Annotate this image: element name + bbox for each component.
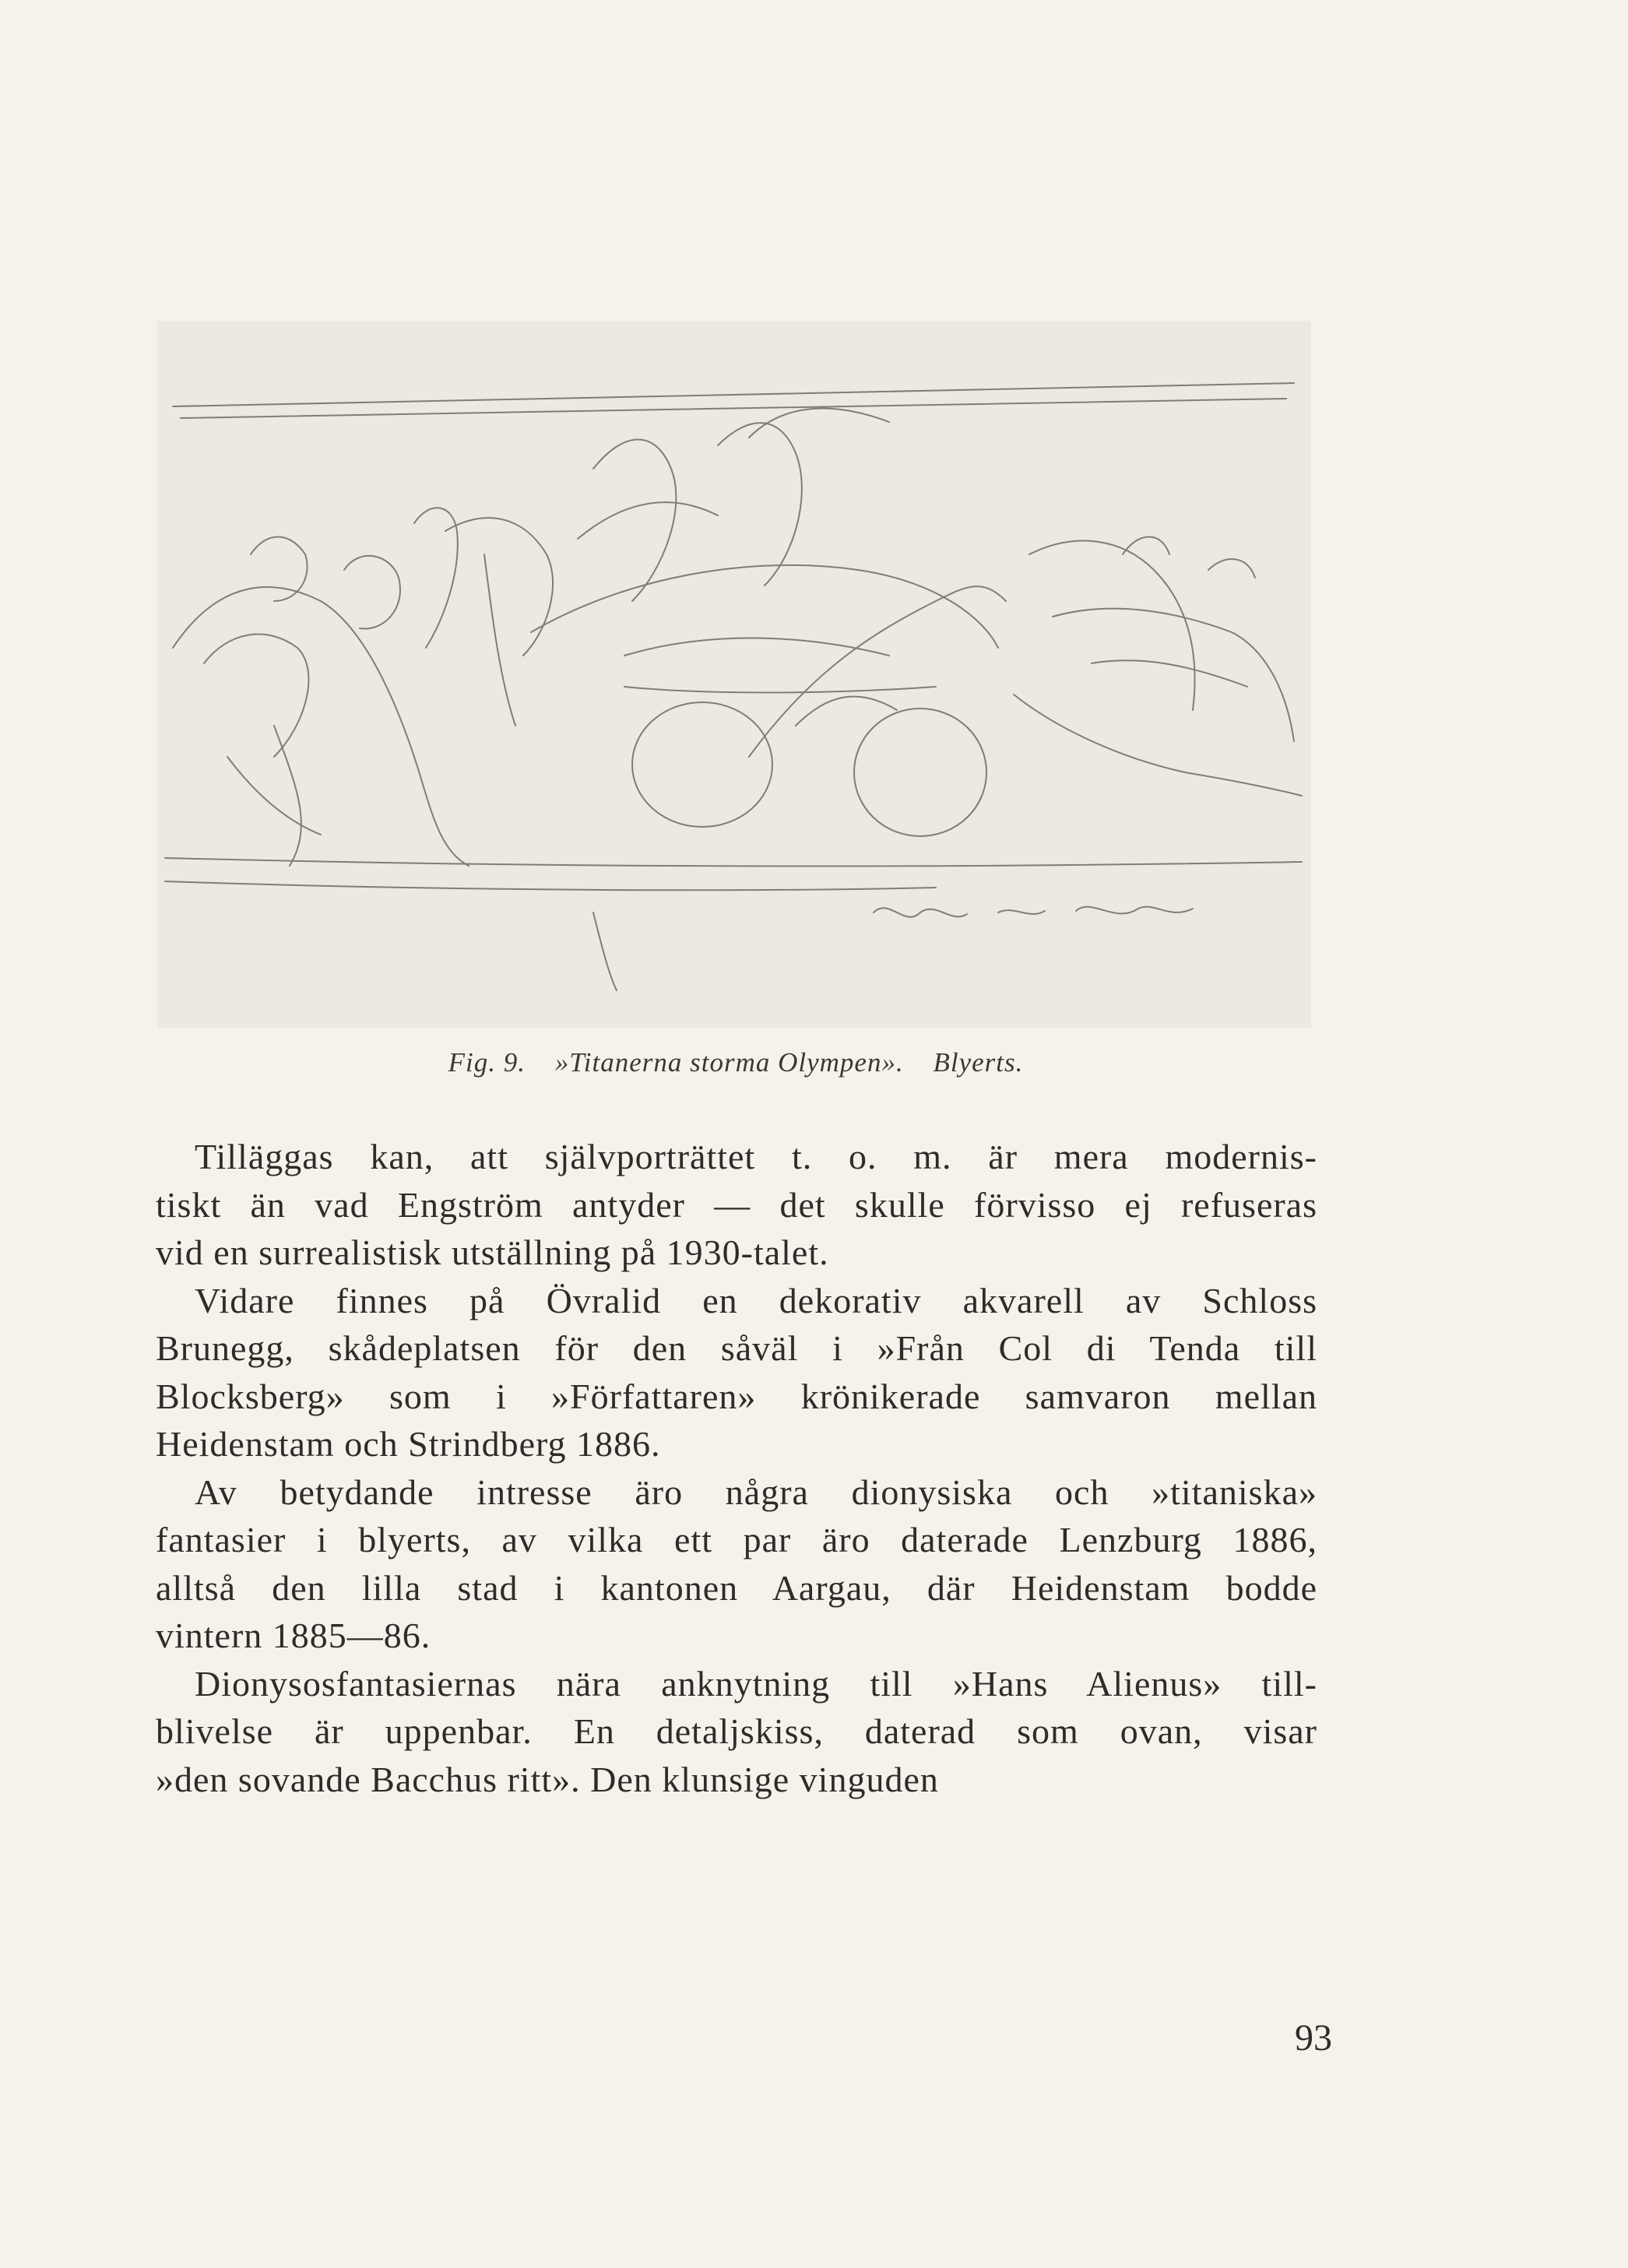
text-line: fantasier i blyerts, av vilka ett par äro daterade Lenzburg 1886, <box>156 1520 1317 1559</box>
figure-pencil-sketch <box>157 321 1311 1028</box>
caption-label: Fig. 9. <box>448 1047 526 1078</box>
text-line: »den sovande Bacchus ritt». Den klunsige vinguden <box>156 1759 939 1799</box>
paragraph <box>156 1277 1317 1468</box>
page-number: 93 <box>1295 2017 1332 2059</box>
text-line: vid en surrealistisk utställning på 1930-talet. <box>156 1232 829 1272</box>
paragraph <box>156 1660 1317 1804</box>
text-line: vintern 1885—86. <box>156 1616 431 1655</box>
paragraph <box>156 1133 1317 1277</box>
text-line: Blocksberg» som i »Författaren» krönikerade samvaron mellan <box>156 1376 1317 1416</box>
text-line: Dionysosfantasiernas nära anknytning till »Hans Alienus» till- <box>195 1663 1317 1704</box>
text-line: tiskt än vad Engström antyder — det skulle förvisso ej refuseras <box>156 1184 1317 1225</box>
text-line: alltså den lilla stad i kantonen Aargau, där Heidenstam bodde <box>156 1567 1317 1608</box>
caption-title: »Titanerna storma Olympen». <box>554 1047 904 1078</box>
caption-medium: Blyerts. <box>933 1047 1024 1078</box>
text-line: Vidare finnes på Övralid en dekorativ akvarell av Schloss <box>195 1280 1317 1320</box>
paragraph <box>156 1468 1317 1660</box>
text-line: Tilläggas kan, att självporträttet t. o. m. är mera modernis- <box>195 1137 1317 1176</box>
body-text <box>156 1133 1317 1803</box>
text-line: blivelse är uppenbar. En detaljskiss, daterad som ovan, visar <box>156 1711 1317 1751</box>
text-line: Brunegg, skådeplatsen för den såväl i »Från Col di Tenda till <box>156 1328 1317 1368</box>
text-line: Heidenstam och Strindberg 1886. <box>156 1424 661 1464</box>
sketch-image-icon <box>157 321 1311 1028</box>
figure-caption <box>156 1047 1316 1078</box>
text-line: Av betydande intresse äro några dionysiska och »titaniska» <box>195 1472 1317 1512</box>
